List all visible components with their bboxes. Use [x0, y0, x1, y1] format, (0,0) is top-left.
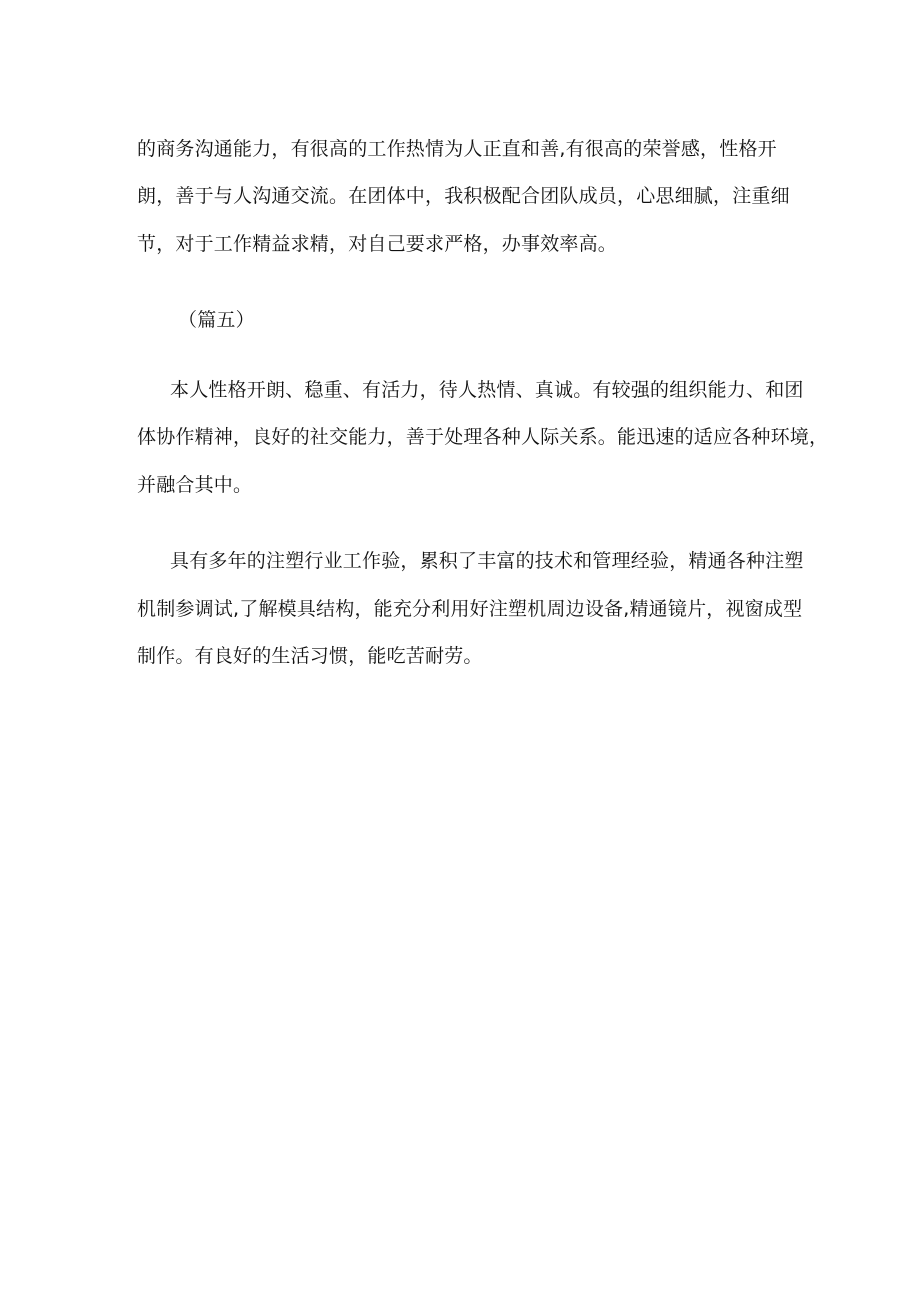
paragraph-line: 并融合其中。	[137, 474, 253, 496]
paragraph-line: 本人性格开朗、稳重、有活力，待人热情、真诚。有较强的组织能力、和团	[170, 379, 804, 401]
paragraph-line: 机制参调试,了解模具结构，能充分利用好注塑机周边设备,精通镜片，视窗成型	[137, 598, 803, 620]
paragraph-line: 具有多年的注塑行业工作验，累积了丰富的技术和管理经验，精通各种注塑	[170, 550, 804, 572]
section-heading: （篇五）	[178, 309, 255, 331]
paragraph-line: 制作。有良好的生活习惯，能吃苦耐劳。	[137, 645, 483, 667]
paragraph-line: 的商务沟通能力，有很高的工作热情为人正直和善,有很高的荣誉感，性格开	[137, 138, 777, 160]
paragraph-line: 体协作精神，良好的社交能力，善于处理各种人际关系。能迅速的适应各种环境，	[137, 426, 829, 448]
paragraph-line: 朗，善于与人沟通交流。在团体中，我积极配合团队成员，心思细腻，注重细	[137, 185, 790, 207]
paragraph-line: 节，对于工作精益求精，对自己要求严格，办事效率高。	[137, 233, 618, 255]
